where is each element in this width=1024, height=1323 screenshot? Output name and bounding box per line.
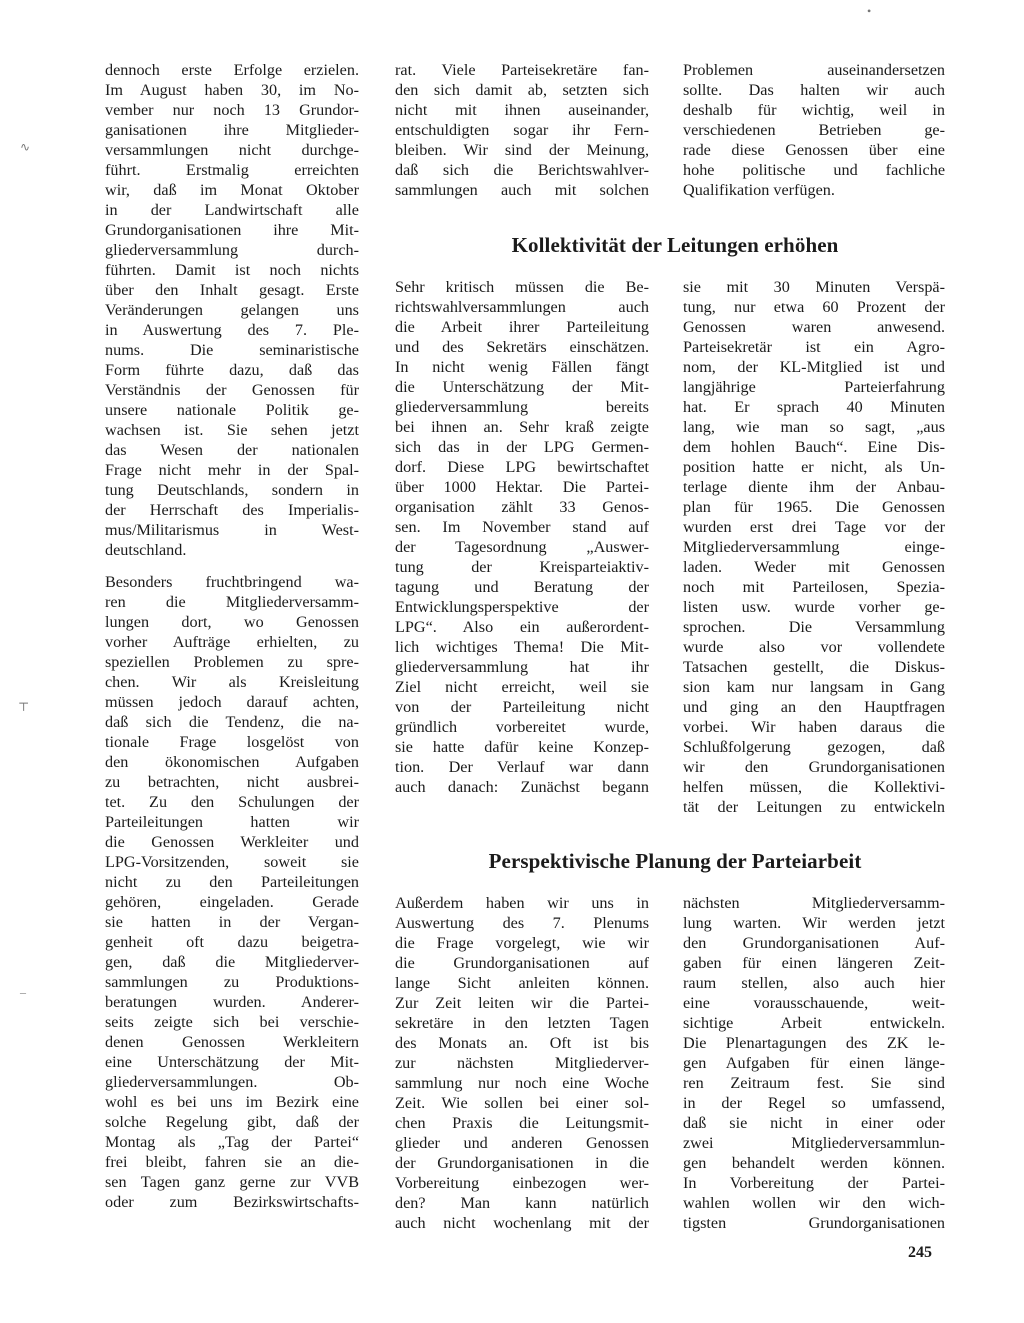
text-line: In nicht wenig Fällen fängt [395,358,649,376]
text-line: führten. Damit ist noch nichts [105,261,359,279]
text-line: den sich damit ab, setzten sich [395,81,649,99]
text-line: genheit oft dazu beigetra- [105,933,359,951]
column-3-bottom [683,893,945,1233]
text-line: gaben für einen längeren Zeit- [683,954,945,972]
text-line: plan für 1965. Die Genossen [683,498,945,516]
paragraph [683,893,945,1233]
text-line: gliederversammlungen. Ob- [105,1073,359,1091]
text-line: terlage diente ihm der Anbau- [683,478,945,496]
text-line: beratungen wurden. Anderer- [105,993,359,1011]
column-3-mid [683,277,945,817]
text-line: organisation zählt 33 Genos- [395,498,649,516]
text-line: vember nur noch 13 Grundor- [105,101,359,119]
text-line: bleiben. Wir sind der Meinung, [395,141,649,159]
text-line: tagung und Beratung der [395,578,649,596]
text-line: laden. Weder mit Genossen [683,558,945,576]
text-line: gehören, eingeladen. Gerade [105,893,359,911]
text-line: den? Man kann natürlich [395,1194,649,1212]
text-line: eine Unterschätzung der Mit- [105,1053,359,1071]
text-line: versammlungen nicht durchge- [105,141,359,159]
text-line: Zur Zeit leiten wir die Partei- [395,994,649,1012]
text-line: tät der Leitungen zu entwickeln [683,798,945,816]
text-line: ren Zeitraum fest. Sie sind [683,1074,945,1092]
text-line: nums. Die seminaristische [105,341,359,359]
scan-mark: • [867,4,872,18]
text-line: Genossen waren anwesend. [683,318,945,336]
scan-mark: ⊤ [18,700,30,714]
text-line: rade diese Genossen über eine [683,141,945,159]
text-line: LPG“. Also ein außerordent- [395,618,649,636]
text-line: die Grundorganisationen auf [395,954,649,972]
text-line: Ziel nicht erreicht, weil sie [395,678,649,696]
text-line: Grundorganisationen ihre Mit- [105,221,359,239]
text-line: gen behandelt werden können. [683,1154,945,1172]
column-2-top [395,60,649,200]
text-line: daß sich die Berichtswahlver- [395,161,649,179]
text-line: chen Praxis die Leitungsmit- [395,1114,649,1132]
text-line: bei ihnen an. Sehr kraß zeigte [395,418,649,436]
text-line: Zeit. Wie sollen bei einer sol- [395,1094,649,1112]
paragraph [683,60,945,200]
text-line: wir den Grundorganisationen [683,758,945,776]
column-3-top [683,60,945,200]
text-line: eine vorausschauende, weit- [683,994,945,1012]
section-heading-2: Perspektivische Planung der Parteiarbeit [488,849,862,873]
text-line: in der Landwirtschaft alle [105,201,359,219]
text-line: das Wesen der nationalen [105,441,359,459]
text-line: gliederversammlung bereits [395,398,649,416]
text-line: sprochen. Die Versammlung [683,618,945,636]
text-line: listen usw. wurde vorher ge- [683,598,945,616]
text-line: wachsen ist. Sie sehen jetzt [105,421,359,439]
text-line: sollte. Das halten wir auch [683,81,945,99]
text-line: lang, wie man so sagt, „aus [683,418,945,436]
text-line: der Grundorganisationen in die [395,1154,649,1172]
text-line: langjährige Parteierfahrung [683,378,945,396]
text-line: nicht mit ihnen auseinander, [395,101,649,119]
text-line: auch danach: Zunächst begann [395,778,649,796]
text-line: sammlungen auch mit solchen [395,181,649,199]
paragraph [105,572,359,1212]
text-line: vorbei. Wir haben daraus die [683,718,945,736]
text-line: glieder und anderen Genossen [395,1134,649,1152]
text-line: daß sie nicht in einer oder [683,1114,945,1132]
text-line: ganisationen ihre Mitglieder- [105,121,359,139]
text-line: und des Sekretärs einschätzen. [395,338,649,356]
text-line: sion kam nur langsam in Gang [683,678,945,696]
text-line: sie hatten in der Vergan- [105,913,359,931]
text-line: Besonders fruchtbringend wa- [105,573,359,591]
text-line: Im August haben 30, im No- [105,81,359,99]
text-line: führt. Erstmalig erreichten [105,161,359,179]
text-line: über 1000 Hektar. Die Partei- [395,478,649,496]
paragraph [105,60,359,560]
text-line: wohl es bei uns im Bezirk eine [105,1093,359,1111]
paragraph [395,60,649,200]
text-line: lung warten. Wir werden jetzt [683,914,945,932]
text-line: Form führte dazu, daß das [105,361,359,379]
text-line: lich wichtiges Thema! Die Mit- [395,638,649,656]
text-line: Problemen auseinandersetzen [683,61,945,79]
text-line: vorher Aufträge erhielten, zu [105,633,359,651]
text-line: wahlen wollen wir den wich- [683,1194,945,1212]
text-line: noch mit Parteilosen, Spezia- [683,578,945,596]
text-line: nom, der KL-Mitglied ist und [683,358,945,376]
text-line: LPG-Vorsitzenden, soweit sie [105,853,359,871]
text-line: Parteisekretär ist ein Agro- [683,338,945,356]
text-line: verschiedenen Betrieben ge- [683,121,945,139]
text-line: mus/Militarismus in West- [105,521,359,539]
text-line: speziellen Problemen zu spre- [105,653,359,671]
text-line: tung, nur etwa 60 Prozent der [683,298,945,316]
text-line: solche Regelung gibt, daß der [105,1113,359,1131]
text-line: hat. Er sprach 40 Minuten [683,398,945,416]
text-line: lange Sicht anleiten können. [395,974,649,992]
text-line: des Monats an. Oft ist bis [395,1034,649,1052]
text-line: helfen müssen, die Kollektivi- [683,778,945,796]
text-line: In Vorbereitung der Partei- [683,1174,945,1192]
text-line: gen, daß die Mitgliederver- [105,953,359,971]
text-line: gliederversammlung durch- [105,241,359,259]
text-line: chen. Wir als Kreisleitung [105,673,359,691]
text-line: Qualifikation verfügen. [683,181,835,199]
page-number: 245 [908,1244,932,1261]
text-line: müssen jedoch darauf achten, [105,693,359,711]
text-line: Verständnis der Genossen für [105,381,359,399]
scan-mark: – [20,985,26,999]
text-line: Vorbereitung einbezogen wer- [395,1174,649,1192]
text-line: und ging an den Hauptfragen [683,698,945,716]
text-line: von der Parteileitung nicht [395,698,649,716]
text-line: tung der Kreisparteiaktiv- [395,558,649,576]
text-line: sammlung nur noch eine Woche [395,1074,649,1092]
text-line: entschuldigten sogar ihr Fern- [395,121,649,139]
text-line: denen Genossen Werkleitern [105,1033,359,1051]
text-line: Veränderungen gelangen uns [105,301,359,319]
text-line: sen. Im November stand auf [395,518,649,536]
text-line: sichtige Arbeit entwickeln. [683,1014,945,1032]
text-line: zur nächsten Mitgliederver- [395,1054,649,1072]
text-line: dennoch erste Erfolge erzielen. [105,61,359,79]
text-line: die Arbeit ihrer Parteileitung [395,318,649,336]
section-heading-1: Kollektivität der Leitungen erhöhen [511,233,839,257]
column-2-bottom [395,893,649,1233]
text-line: hohe politische und fachliche [683,161,945,179]
text-line: Schlußfolgerung gezogen, daß [683,738,945,756]
column-2-mid [395,277,649,797]
text-line: oder zum Bezirkswirtschafts- [105,1193,359,1211]
text-line: der Herrschaft des Imperialis- [105,501,359,519]
text-line: raum stellen, also auch hier [683,974,945,992]
paragraph [395,277,649,797]
text-line: ren die Mitgliederversamm- [105,593,359,611]
scan-mark: ∿ [20,140,31,154]
text-line: deutschland. [105,541,187,559]
text-line: auch nicht wochenlang mit der [395,1214,649,1232]
text-line: sie hatte dafür keine Konzep- [395,738,649,756]
text-line: Auswertung des 7. Plenums [395,914,649,932]
text-line: seits zeigte sich bei verschie- [105,1013,359,1031]
text-line: tion. Der Verlauf war dann [395,758,649,776]
text-line: in Auswertung des 7. Ple- [105,321,359,339]
text-line: die Genossen Werkleiter und [105,833,359,851]
paragraph [683,277,945,817]
text-line: Die Plenartagungen des ZK le- [683,1034,945,1052]
text-line: dem hohlen Bauch“. Eine Dis- [683,438,945,456]
text-line: sie mit 30 Minuten Verspä- [683,278,945,296]
text-line: tung Deutschlands, sondern in [105,481,359,499]
text-line: rat. Viele Parteisekretäre fan- [395,61,649,79]
text-line: frei bleibt, fahren sie an die- [105,1153,359,1171]
text-line: sen Tagen ganz gerne zur VVB [105,1173,359,1191]
text-line: Mitgliederversammlung einge- [683,538,945,556]
text-line: sekretäre in den letzten Tagen [395,1014,649,1032]
text-line: tionale Frage losgelöst von [105,733,359,751]
text-line: Außerdem haben wir uns in [395,894,649,912]
text-line: Entwicklungsperspektive der [395,598,649,616]
text-line: die Frage vorgelegt, wie wir [395,934,649,952]
text-line: der Tagesordnung „Auswer- [395,538,649,556]
text-line: die Unterschätzung der Mit- [395,378,649,396]
text-line: Montag als „Tag der Partei“ [105,1133,359,1151]
text-line: gen Aufgaben für einen länge- [683,1054,945,1072]
text-line: dorf. Diese LPG bewirtschaftet [395,458,649,476]
text-line: in der Regel so umfassend, [683,1094,945,1112]
text-line: unsere nationale Politik ge- [105,401,359,419]
text-line: sammlungen zu Produktions- [105,973,359,991]
text-line: Tatsachen gestellt, die Diskus- [683,658,945,676]
text-line: Sehr kritisch müssen die Be- [395,278,649,296]
text-line: Frage nicht mehr in der Spal- [105,461,359,479]
text-line: Parteileitungen hatten wir [105,813,359,831]
text-line: deshalb für wichtig, weil in [683,101,945,119]
column-1 [105,60,359,1212]
text-line: position hatte er nicht, als Un- [683,458,945,476]
text-line: tet. Zu den Schulungen der [105,793,359,811]
text-line: nächsten Mitgliederversamm- [683,894,945,912]
text-line: wurde also vor vollendete [683,638,945,656]
text-line: wurden erst drei Tage vor der [683,518,945,536]
text-line: richtswahlversammlungen auch [395,298,649,316]
text-line: wir, daß im Monat Oktober [105,181,359,199]
text-line: daß sich die Tendenz, die na- [105,713,359,731]
text-line: tigsten Grundorganisationen [683,1214,945,1232]
text-line: über den Inhalt gesagt. Erste [105,281,359,299]
paragraph [395,893,649,1233]
text-line: nicht zu den Parteileitungen [105,873,359,891]
text-line: gründlich vorbereitet wurde, [395,718,649,736]
text-line: zu betrachten, nicht ausbrei- [105,773,359,791]
text-line: zwei Mitgliederversammlun- [683,1134,945,1152]
text-line: gliederversammlung hat ihr [395,658,649,676]
text-line: sich das in der LPG Germen- [395,438,649,456]
text-line: lungen dort, wo Genossen [105,613,359,631]
text-line: den ökonomischen Aufgaben [105,753,359,771]
text-line: den Grundorganisationen Auf- [683,934,945,952]
